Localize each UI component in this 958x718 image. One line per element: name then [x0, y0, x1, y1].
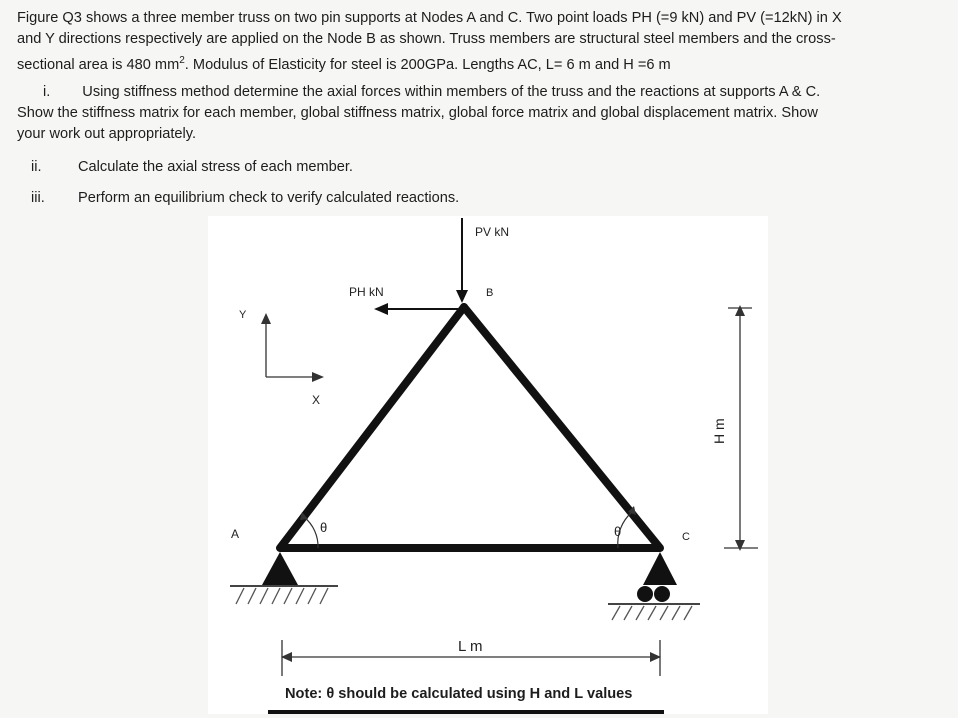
axes-indicator [261, 313, 324, 382]
question-i-line-3: your work out appropriately. [17, 126, 196, 142]
node-c-label: C [682, 531, 690, 543]
node-b-label: B [486, 287, 494, 299]
superscript-2: 2 [179, 55, 185, 66]
question-i [17, 82, 947, 145]
member-ab [280, 307, 464, 548]
statement-line-3-end: . Modulus of Elasticity for steel is 200GPa. Lengths AC, L= 6 m and H =6 m [184, 56, 671, 73]
y-axis-label: Y [239, 309, 247, 321]
horizontal-load-arrow [374, 303, 458, 315]
statement-line-3-start: sectional area is 480 mm [17, 56, 180, 73]
question-ii-text: Calculate the axial stress of each member. [78, 159, 353, 175]
truss-members [280, 307, 660, 548]
question-iii-number: iii. [31, 190, 45, 206]
height-dimension [724, 305, 758, 551]
height-label: H m [711, 418, 727, 444]
note-text: Note: θ should be calculated using H and L values [285, 686, 633, 702]
note-underline [268, 710, 664, 714]
theta-right-label: θ [614, 524, 622, 539]
statement-line-2: and Y directions respectively are applied on the Node B as shown. Truss members are structural steel members and the cross- [17, 31, 836, 47]
pin-support-a [230, 552, 338, 604]
question-ii-number: ii. [31, 159, 42, 175]
question-i-number: i. [43, 84, 51, 100]
node-a-label: A [231, 527, 240, 541]
ph-label: PH kN [349, 285, 384, 299]
roller-support-c [608, 552, 700, 620]
x-axis-label: X [312, 393, 321, 407]
question-i-line-1: Using stiffness method determine the axial forces within members of the truss and the reactions at supports A & C. [82, 84, 821, 100]
question-iii-text: Perform an equilibrium check to verify calculated reactions. [78, 190, 460, 206]
theta-arc-left [304, 517, 318, 548]
question-i-line-2: Show the stiffness matrix for each member, global stiffness matrix, global force matrix and global displacement matrix. Show [17, 105, 818, 121]
problem-statement [17, 8, 947, 76]
pv-label: PV kN [475, 225, 510, 239]
truss-diagram [208, 216, 768, 714]
truss-figure [208, 216, 768, 714]
vertical-load-arrow [456, 218, 468, 303]
statement-line-1: Figure Q3 shows a three member truss on two pin supports at Nodes A and C. Two point loads PH (=9 kN) and PV (=12kN) in X [17, 10, 842, 26]
theta-left-label: θ [320, 520, 328, 535]
length-label: L m [458, 638, 483, 655]
